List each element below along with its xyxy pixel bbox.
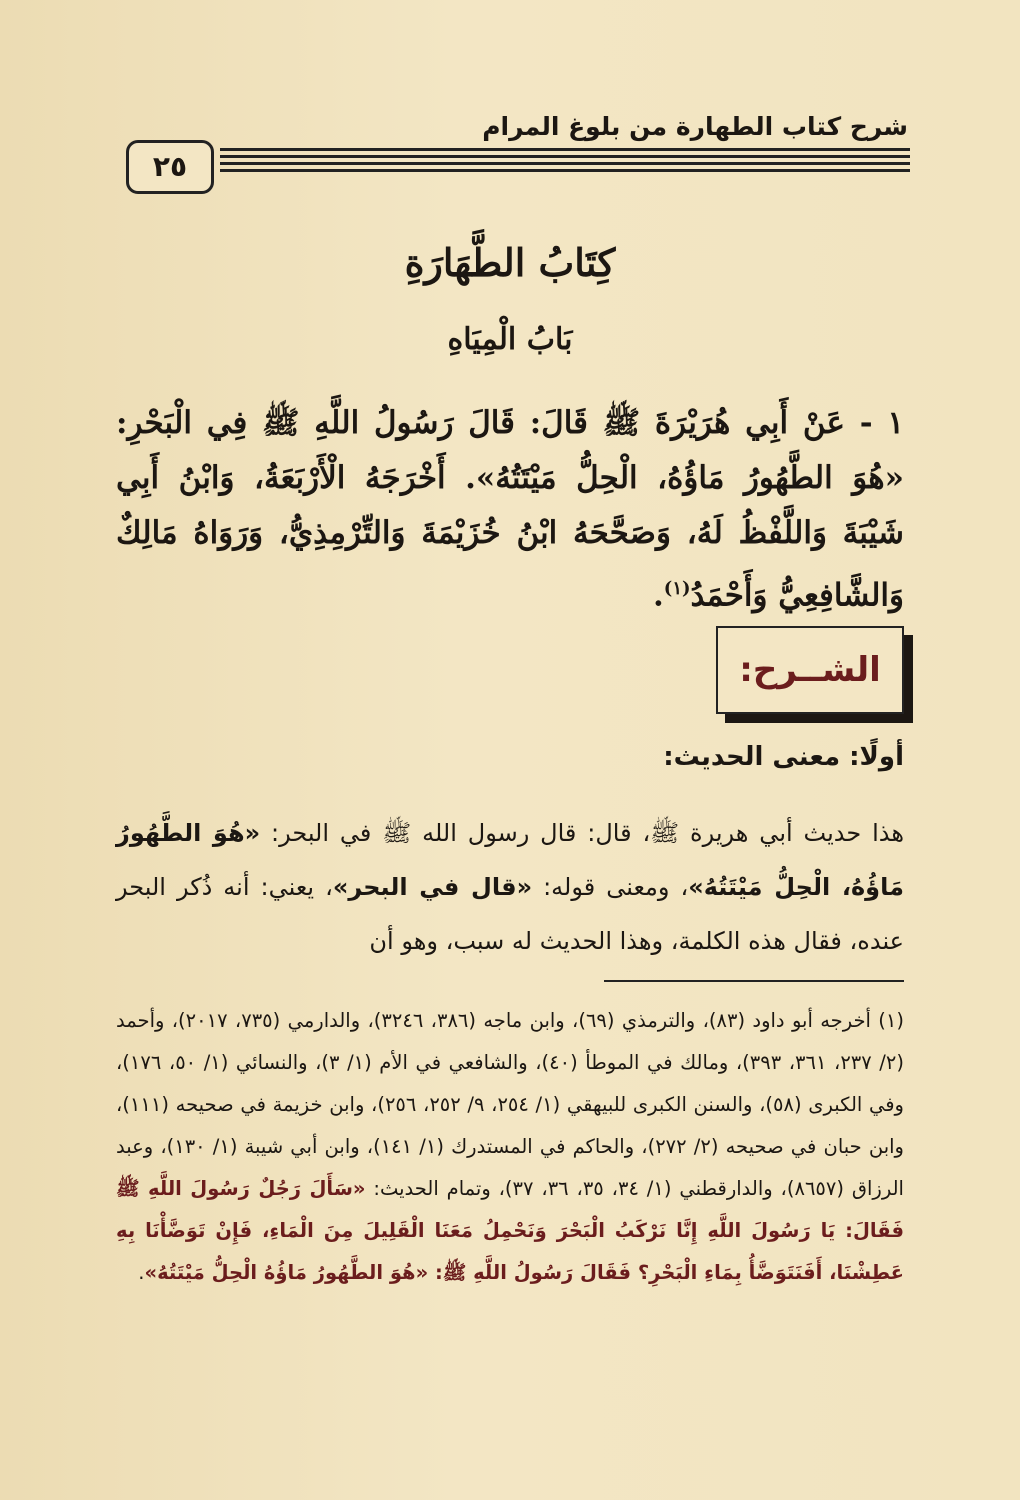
header-rule xyxy=(220,155,910,158)
header-rule xyxy=(220,148,910,151)
explanation-part3: ، يعني: أنه ذُكر البحر عنده، فقال هذه الكلمة، وهذا الحديث له سبب، وهو أن xyxy=(116,873,904,955)
sharh-label: الشــرح: xyxy=(739,650,881,690)
footnote xyxy=(116,1000,904,1294)
hadith-text xyxy=(116,396,904,623)
explanation-part1: هذا حديث أبي هريرة ﷺ، قال: قال رسول الله ﷺ في البحر: xyxy=(260,819,904,847)
page-number: ٢٥ xyxy=(126,140,214,194)
section-heading: أولًا: معنى الحديث: xyxy=(663,742,904,772)
hadith-end: . xyxy=(652,577,664,614)
header-rules xyxy=(220,148,910,176)
footnote-divider xyxy=(604,980,904,982)
footnote-end: . xyxy=(138,1261,145,1284)
explanation-part2: ، ومعنى قوله: xyxy=(532,873,689,901)
running-title: شرح كتاب الطهارة من بلوغ المرام xyxy=(482,112,908,141)
book-title: كِتَابُ الطَّهَارَةِ xyxy=(404,240,616,285)
sharh-heading-box xyxy=(716,626,904,714)
explanation-quote: «هُوَ الطَّهُورُ مَاؤُهُ، الْحِلُّ مَيْتَتُهُ» xyxy=(116,819,904,901)
explanation-paragraph xyxy=(116,806,904,968)
header-rule xyxy=(220,162,910,165)
header-rule xyxy=(220,169,910,172)
explanation-quote2: «قال في البحر» xyxy=(332,873,533,901)
footnote-reference: (١) xyxy=(663,578,691,599)
hadith-body: ١ - عَنْ أَبِي هُرَيْرَةَ ﷺ قَالَ: قَالَ رَسُولُ اللَّهِ ﷺ فِي الْبَحْرِ: «هُوَ الطَّهُورُ مَاؤُهُ، الْحِلُّ مَيْتَتُهُ». أَخْرَجَهُ الْأَرْبَعَةُ، وَابْنُ أَبِي شَيْبَةَ وَاللَّفْظُ لَهُ، وَصَحَّحَهُ ابْنُ خُزَيْمَةَ وَالتِّرْمِذِيُّ، وَرَوَاهُ مَالِكٌ وَالشَّافِعِيُّ وَأَحْمَدُ xyxy=(116,405,904,614)
footnote-quote: «سَأَلَ رَجُلٌ رَسُولَ اللَّهِ ﷺ فَقَالَ: يَا رَسُولَ اللَّهِ إِنَّا نَرْكَبُ الْبَحْرَ وَنَحْمِلُ مَعَنَا الْقَلِيلَ مِنَ الْمَاءِ، فَإِنْ تَوَضَّأْنَا بِهِ عَطِشْنَا، أَفَنَتَوَضَّأُ بِمَاءِ الْبَحْرِ؟ فَقَالَ رَسُولُ اللَّهِ ﷺ: «هُوَ الطَّهُورُ مَاؤُهُ الْحِلُّ مَيْتَتُهُ» xyxy=(116,1177,904,1284)
footnote-text: (١) أخرجه أبو داود (٨٣)، والترمذي (٦٩)، وابن ماجه (٣٨٦، ٣٢٤٦)، والدارمي (٧٣٥، ٢٠١٧)، وأحمد (٢/ ٢٣٧، ٣٦١، ٣٩٣)، ومالك في الموطأ (٤٠)، والشافعي في الأم (١/ ٣)، والنسائي (١/ ٥٠، ١٧٦)، وفي الكبرى (٥٨)، والسنن الكبرى للبيهقي (١/ ٢٥٤، ٩/ ٢٥٢، ٢٥٦)، وابن خزيمة في صحيحه (١١١)، وابن حبان في صحيحه (٢/ ٢٧٢)، والحاكم في المستدرك (١/ ١٤١)، وابن أبي شيبة (١/ ١٣٠)، وعبد الرزاق (٨٦٥٧)، والدارقطني (١/ ٣٤، ٣٥، ٣٦، ٣٧)، وتمام الحديث: xyxy=(116,1009,905,1200)
chapter-title: بَابُ الْمِيَاهِ xyxy=(447,322,573,357)
